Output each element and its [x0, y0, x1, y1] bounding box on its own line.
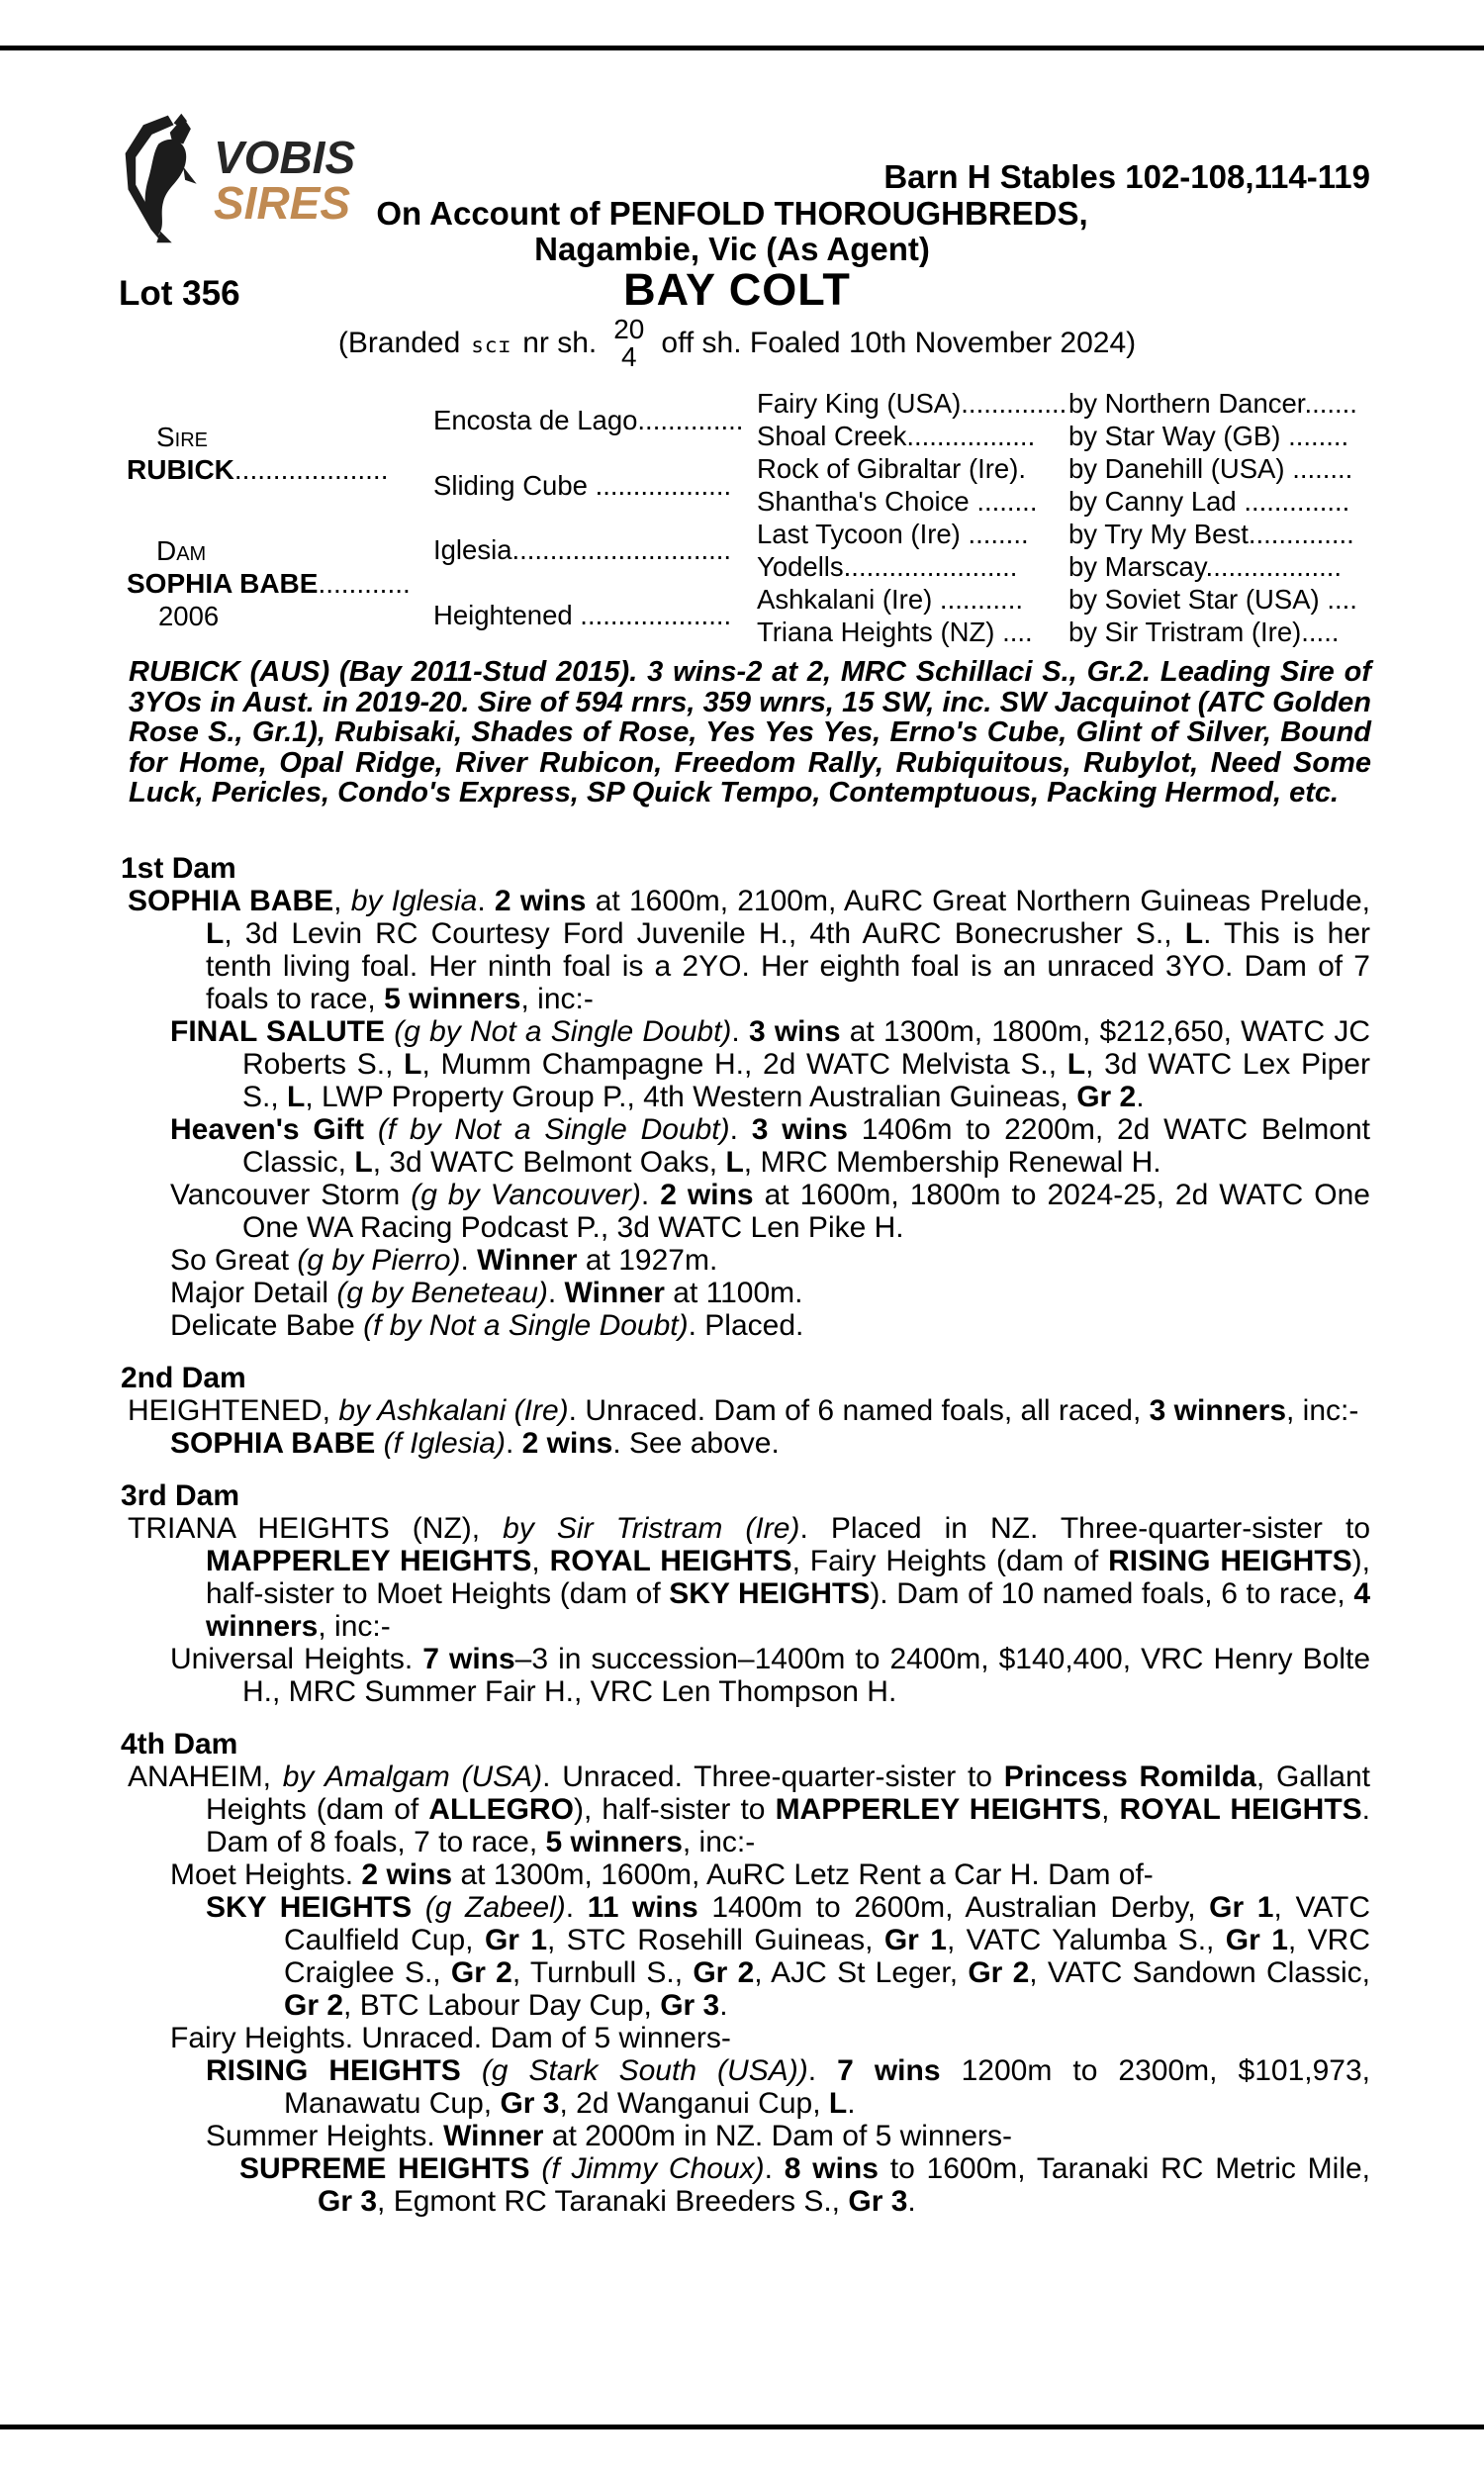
- parent-name: Iglesia.............................: [433, 534, 732, 566]
- section-heading: 1st Dam: [121, 852, 236, 885]
- pedigree-table: [119, 388, 1375, 648]
- pedigree-col-subject: [119, 388, 433, 648]
- grandparent-name: Ashkalani (Ire) ...........: [757, 583, 1023, 615]
- pedigree-entry: FINAL SALUTE (g by Not a Single Doubt). 3 wins at 1300m, 1800m, $212,650, WATC JC Roberts S., L, Mumm Champagne H., 2d WATC Melvista S., L, 3d WATC Lex Piper S., L, LWP Property Group P., 4th Western Australian Guineas, Gr 2.: [170, 1015, 1371, 1113]
- brand-mid: nr sh.: [522, 327, 598, 359]
- brand-suffix: off sh. Foaled 10th November 2024): [661, 327, 1137, 359]
- barn-stables-text: Barn H Stables 102-108,114-119: [883, 158, 1370, 195]
- pedigree-entry: HEIGHTENED, by Ashkalani (Ire). Unraced. Dam of 6 named foals, all raced, 3 winners, inc:-: [128, 1394, 1359, 1427]
- pedigree-entry: ANAHEIM, by Amalgam (USA). Unraced. Three-quarter-sister to Princess Romilda, Gallant Heights (dam of ALLEGRO), half-sister to MAPPERLEY HEIGHTS, ROYAL HEIGHTS. Dam of 8 foals, 7 to race, 5 winners, inc:-: [128, 1760, 1371, 1858]
- grandparent-sire: by Sir Tristram (Ire).....: [1068, 616, 1340, 647]
- brand-prefix: (Branded: [337, 327, 461, 359]
- pedigree-entry: Delicate Babe (f by Not a Single Doubt). Placed.: [170, 1309, 804, 1342]
- pedigree-entry: Vancouver Storm (g by Vancouver). 2 wins at 1600m, 1800m to 2024-25, 2d WATC One One WA Racing Podcast P., 3d WATC Len Pike H.: [170, 1179, 1370, 1244]
- section-heading: 4th Dam: [121, 1728, 238, 1760]
- dam-label: Dam: [156, 534, 207, 566]
- grandparent-sire: by Try My Best..............: [1068, 518, 1354, 549]
- bottom-rule: [0, 2425, 1484, 2429]
- pedigree-col-greatgrandsires: [1068, 388, 1395, 648]
- grandparent-name: Fairy King (USA)..............: [757, 388, 1067, 420]
- grandparent-name: Shoal Creek.................: [757, 421, 1036, 452]
- grandparent-sire: by Star Way (GB) ........: [1068, 421, 1349, 452]
- pedigree-entry: SOPHIA BABE (f Iglesia). 2 wins. See above.: [170, 1427, 780, 1460]
- dam-name: SOPHIA BABE............: [127, 567, 411, 599]
- pedigree-entry: So Great (g by Pierro). Winner at 1927m.: [170, 1244, 718, 1277]
- brand-fraction-bottom: 4: [621, 341, 637, 372]
- pedigree-entry: SUPREME HEIGHTS (f Jimmy Choux). 8 wins to 1600m, Taranaki RC Metric Mile, Gr 3, Egmont RC Taranaki Breeders S., Gr 3.: [239, 2152, 1371, 2218]
- grandparent-name: Yodells.......................: [757, 550, 1018, 582]
- pedigree-entry: RISING HEIGHTS (g Stark South (USA)). 7 wins 1200m to 2300m, $101,973, Manawatu Cup, Gr 3, 2d Wanganui Cup, L.: [206, 2054, 1371, 2120]
- pedigree-col-parents: [433, 388, 757, 648]
- grandparent-sire: by Danehill (USA) ........: [1068, 453, 1353, 485]
- sire-summary: RUBICK (AUS) (Bay 2011-Stud 2015). 3 wins-2 at 2, MRC Schillaci S., Gr.2. Leading Sire of 3YOs in Aust. in 2019-20. Sire of 594 rnrs, 359 wnrs, 15 SW, inc. SW Jacquinot (ATC Golden Rose S., Gr.1), Rubisaki, Shades of Rose, Yes Yes Yes, Erno's Cube, Glint of Silver, Bound for Home, Opal Ridge, River Rubicon, Freedom Rally, Rubiquitous, Rubylot, Need Some Luck, Pericles, Condo's Express, SP Quick Tempo, Contemptuous, Packing Hermod, etc.: [129, 656, 1371, 809]
- parent-name: Encosta de Lago..............: [433, 404, 744, 435]
- grandparent-name: Triana Heights (NZ) ....: [757, 616, 1033, 647]
- pedigree-entry: Heaven's Gift (f by Not a Single Doubt). 3 wins 1406m to 2200m, 2d WATC Belmont Classic, L, 3d WATC Belmont Oaks, L, MRC Membership Renewal H.: [170, 1113, 1370, 1179]
- dam-year: 2006: [158, 600, 220, 631]
- grandparent-name: Shantha's Choice ........: [757, 486, 1038, 518]
- pedigree-entry: SKY HEIGHTS (g Zabeel). 11 wins 1400m to 2600m, Australian Derby, Gr 1, VATC Caulfield Cup, Gr 1, STC Rosehill Guineas, Gr 1, VATC Yalumba S., Gr 1, VRC Craiglee S., Gr 2, Turnbull S., Gr 2, AJC St Leger, Gr 2, VATC Sandown Classic, Gr 2, BTC Labour Day Cup, Gr 3.: [206, 1891, 1370, 2022]
- grandparent-sire: by Soviet Star (USA) ....: [1068, 583, 1357, 615]
- grandparent-name: Last Tycoon (Ire) ........: [757, 518, 1029, 549]
- grandparent-sire: by Canny Lad ..............: [1068, 486, 1350, 518]
- brand-fraction-top: 20: [613, 314, 645, 344]
- pedigree-entry: Major Detail (g by Beneteau). Winner at 1100m.: [170, 1277, 803, 1309]
- page-title: BAY COLT: [623, 264, 851, 315]
- pedigree-entry: Summer Heights. Winner at 2000m in NZ. Dam of 5 winners-: [206, 2120, 1012, 2152]
- section-heading: 3rd Dam: [121, 1479, 240, 1512]
- pedigree-col-grandparents: [757, 388, 1068, 648]
- parent-name: Heightened ....................: [433, 600, 732, 631]
- sire-label: Sire: [156, 421, 209, 452]
- brand-line: [0, 302, 1474, 385]
- location-text: Nagambie, Vic (As Agent): [534, 231, 930, 267]
- pedigree-entry: Moet Heights. 2 wins at 1300m, 1600m, AuRC Letz Rent a Car H. Dam of-: [170, 1858, 1154, 1891]
- logo-sires-text: SIRES: [214, 177, 351, 229]
- pedigree-entry: TRIANA HEIGHTS (NZ), by Sir Tristram (Ire). Placed in NZ. Three-quarter-sister to MAPPERLEY HEIGHTS, ROYAL HEIGHTS, Fairy Heights (dam of RISING HEIGHTS), half-sister to Moet Heights (dam of SKY HEIGHTS). Dam of 10 named foals, 6 to race, 4 winners, inc:-: [128, 1512, 1370, 1643]
- dam-cell: [119, 519, 433, 649]
- sire-cell: [119, 388, 433, 519]
- pedigree-entry: Fairy Heights. Unraced. Dam of 5 winners-: [170, 2022, 731, 2054]
- pedigree-entry: Universal Heights. 7 wins–3 in succession–1400m to 2400m, $140,400, VRC Henry Bolte H., MRC Summer Fair H., VRC Len Thompson H.: [170, 1643, 1371, 1708]
- account-text: On Account of PENFOLD THOROUGHBREDS,: [376, 195, 1088, 232]
- grandparent-sire: by Marscay..................: [1068, 550, 1343, 582]
- grandparent-sire: by Northern Dancer.......: [1068, 388, 1357, 420]
- pedigree-sections: [121, 852, 1370, 2218]
- lot-number: Lot 356: [119, 274, 240, 313]
- brand-mark: scɪ: [471, 333, 512, 357]
- pedigree-entry: SOPHIA BABE, by Iglesia. 2 wins at 1600m, 2100m, AuRC Great Northern Guineas Prelude, L, 3d Levin RC Courtesy Ford Juvenile H., 4th AuRC Bonecrusher S., L. This is her tenth living foal. Her ninth foal is a 2YO. Her eighth foal is an unraced 3YO. Dam of 7 foals to race, 5 winners, inc:-: [128, 885, 1371, 1015]
- brand-fraction: [613, 316, 644, 371]
- top-rule: [0, 46, 1484, 50]
- grandparent-name: Rock of Gibraltar (Ire).: [757, 453, 1027, 485]
- section-heading: 2nd Dam: [121, 1362, 246, 1394]
- sire-name: RUBICK....................: [127, 453, 389, 485]
- parent-name: Sliding Cube ..................: [433, 469, 732, 501]
- logo-vobis-text: VOBIS: [214, 132, 356, 183]
